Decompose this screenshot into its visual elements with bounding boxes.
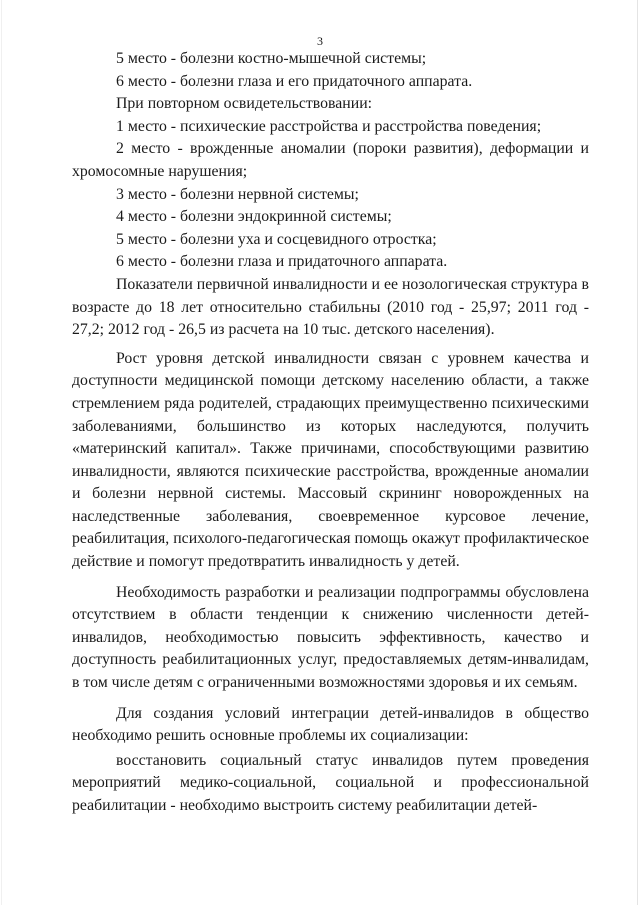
list-item: 6 место - болезни глаза и придаточного аппарата. bbox=[116, 253, 448, 271]
list-item: 5 место - болезни уха и сосцевидного отростка; bbox=[116, 230, 437, 248]
section-subheading: При повторном освидетельствовании: bbox=[116, 95, 373, 113]
list-item: 1 место - психические расстройства и расстройства поведения; bbox=[116, 117, 542, 135]
body-paragraph: Показатели первичной инвалидности и ее нозологическая структура в возрасте до 18 лет относительно стабильны (2010 год - 25,97; 2011 год - 27,2; 2012 год - 26,5 из расчета на 10 тыс. детского населения). bbox=[72, 275, 589, 339]
list-item: 5 место - болезни костно-мышечной системы; bbox=[116, 50, 427, 67]
list-item: 6 место - болезни глаза и его придаточного аппарата. bbox=[116, 72, 473, 90]
page-number: 3 bbox=[317, 34, 323, 48]
list-item: 3 место - болезни нервной системы; bbox=[116, 185, 359, 203]
body-paragraph: Для создания условий интеграции детей-инвалидов в общество необходимо решить основные проблемы их социализации: bbox=[72, 704, 589, 745]
scan-edge-right bbox=[637, 0, 638, 905]
list-item: 4 место - болезни эндокринной системы; bbox=[116, 208, 392, 226]
body-paragraph: восстановить социальный статус инвалидов путем проведения мероприятий медико-социальной, социальной и профессиональной реабилитации - необходимо выстроить систему реабилитации детей- bbox=[72, 751, 589, 814]
body-paragraph: Рост уровня детской инвалидности связан с уровнем качества и доступности медицинской помощи детскому населению области, а также стремлением ряда родителей, страдающих преимущественно психическими заболеваниями, большинство из которых наследуются, получить «материнский капитал». Также причинами, способствующими развитию инвалидности, являются психические расстройства, врожденные аномалии и болезни нервной системы. Массовый скрининг новорожденных на наследственные заболевания, своевременное курсовое лечение, реабилитация, психолого-педагогическая помощь окажут профилактическое действие и помогут предотвратить инвалидность у детей. bbox=[72, 349, 589, 571]
document-body bbox=[72, 48, 589, 818]
list-item: 2 место - врожденные аномалии (пороки развития), деформации и хромосомные нарушения; bbox=[72, 140, 589, 180]
body-paragraph: Необходимость разработки и реализации подпрограммы обусловлена отсутствием в области тенденции к снижению численности детей-инвалидов, необходимостью повысить эффективность, качество и доступность реабилитационных услуг, предоставляемых детям-инвалидам, в том числе детям с ограниченными возможностями здоровья и их семьям. bbox=[72, 583, 589, 692]
scan-edge-left bbox=[1, 0, 2, 905]
